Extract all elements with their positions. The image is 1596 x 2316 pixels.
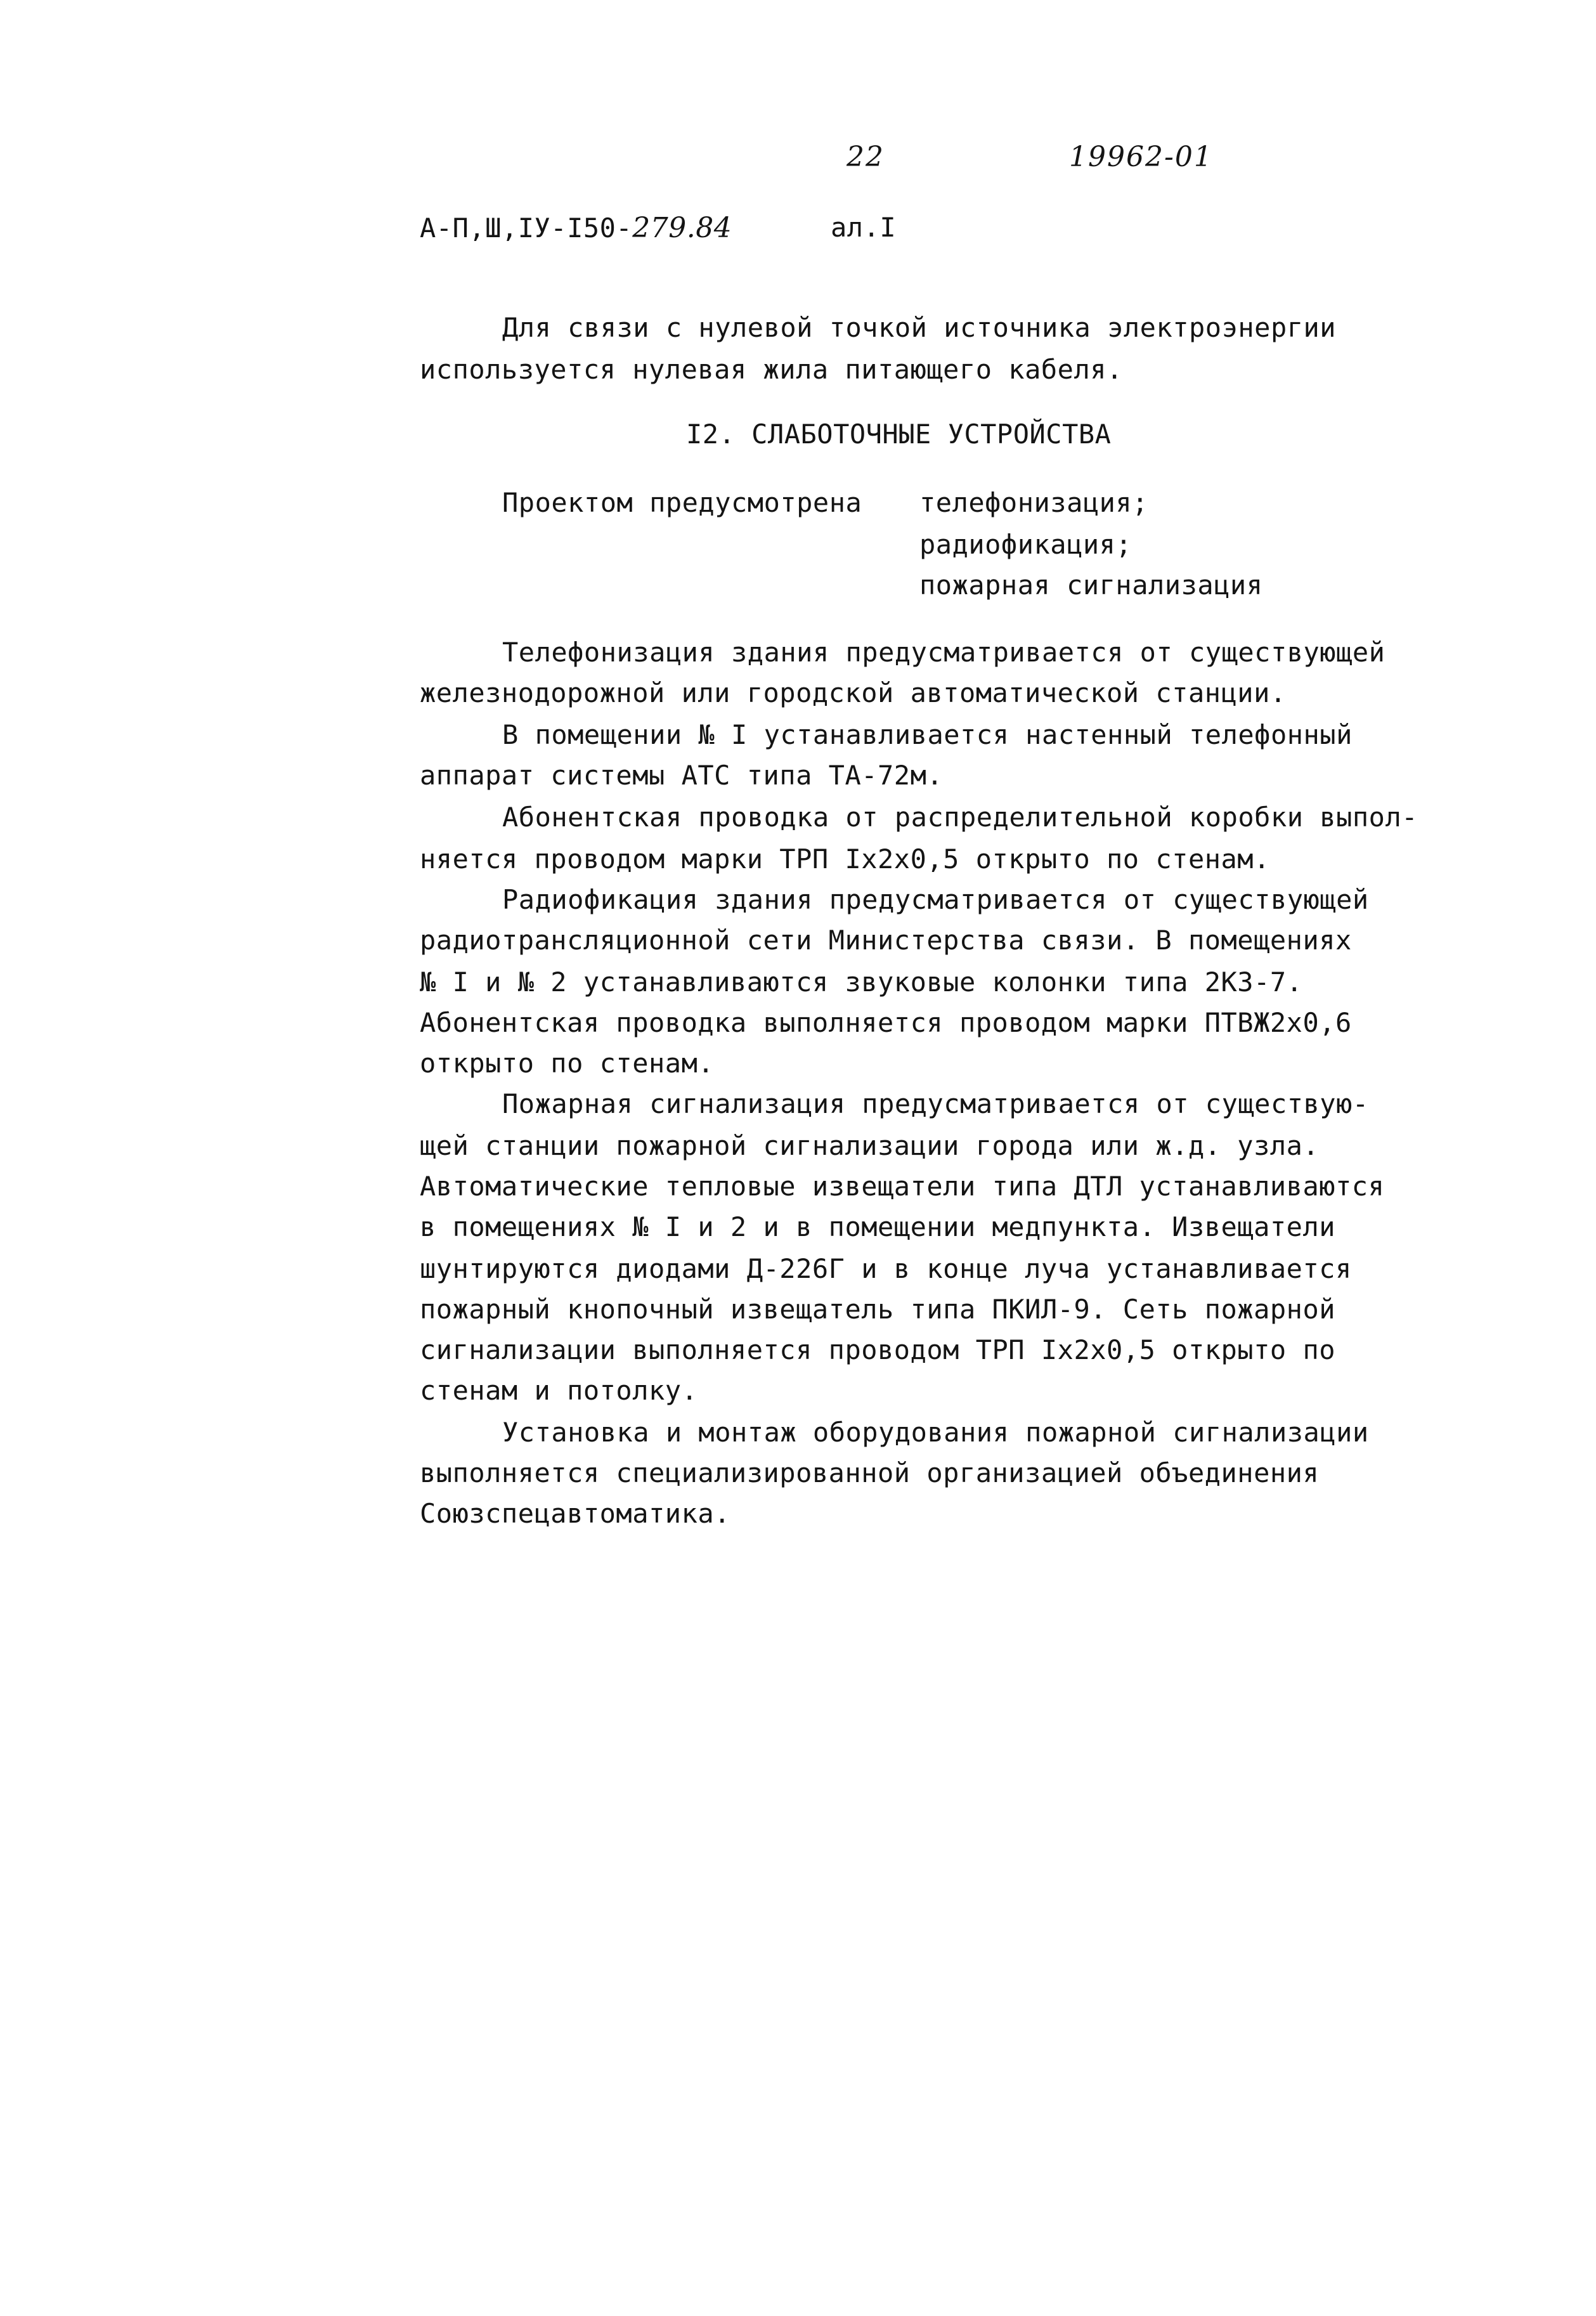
body-line: шунтируются диодами Д-226Г и в конце луча устанавливается: [420, 1253, 1352, 1284]
body-line: радиотрансляционной сети Министерства связи. В помещениях: [420, 925, 1352, 956]
project-code-handwritten: 279.84: [632, 212, 732, 244]
intro-line: используется нулевая жила питающего кабеля.: [420, 354, 1123, 385]
section-title: I2. СЛАБОТОЧНЫЕ УСТРОЙСТВА: [686, 419, 1112, 450]
project-code: [420, 214, 732, 242]
body-line: Установка и монтаж оборудования пожарной сигнализации: [502, 1417, 1369, 1448]
document-number: 19962-01: [1069, 141, 1213, 173]
sheet-label: ал.I: [831, 212, 897, 243]
body-line: пожарный кнопочный извещатель типа ПКИЛ-9. Сеть пожарной: [420, 1294, 1336, 1325]
body-line: Абонентская проводка от распределительной коробки выпол-: [502, 802, 1418, 833]
body-line: Союзспецавтоматика.: [420, 1498, 730, 1529]
body-line: сигнализации выполняется проводом ТРП Iх2х0,5 открыто по: [420, 1334, 1336, 1365]
body-line: Абонентская проводка выполняется проводом марки ПТВЖ2х0,6: [420, 1007, 1352, 1038]
body-line: аппарат системы АТС типа ТА-72м.: [420, 760, 944, 791]
section-item: радиофикация;: [919, 529, 1132, 560]
body-line: няется проводом марки ТРП Iх2х0,5 открыто по стенам.: [420, 843, 1270, 875]
body-line: выполняется специализированной организацией объединения: [420, 1457, 1320, 1488]
section-lead: Проектом предусмотрена: [502, 487, 862, 518]
page-number: 22: [847, 141, 885, 173]
body-line: Автоматические тепловые извещатели типа ДТЛ устанавливаются: [420, 1171, 1385, 1202]
intro-line: Для связи с нулевой точкой источника электроэнергии: [502, 312, 1337, 343]
body-line: Телефонизация здания предусматривается от существующей: [502, 637, 1385, 668]
body-line: в помещениях № I и 2 и в помещении медпункта. Извещатели: [420, 1211, 1336, 1242]
body-line: Радиофикация здания предусматривается от существующей: [502, 884, 1369, 915]
body-line: Пожарная сигнализация предусматривается от существую-: [502, 1088, 1369, 1119]
body-line: открыто по стенам.: [420, 1048, 715, 1079]
section-item: пожарная сигнализация: [919, 569, 1263, 601]
body-line: железнодорожной или городской автоматической станции.: [420, 677, 1287, 708]
body-line: щей станции пожарной сигнализации города или ж.д. узла.: [420, 1130, 1320, 1161]
project-code-printed: А-П,Ш,IУ-I50-: [420, 212, 633, 244]
body-line: № I и № 2 устанавливаются звуковые колонки типа 2КЗ-7.: [420, 966, 1303, 998]
body-line: В помещении № I устанавливается настенный телефонный: [502, 719, 1353, 750]
section-item: телефонизация;: [919, 487, 1149, 518]
body-line: стенам и потолку.: [420, 1375, 698, 1406]
